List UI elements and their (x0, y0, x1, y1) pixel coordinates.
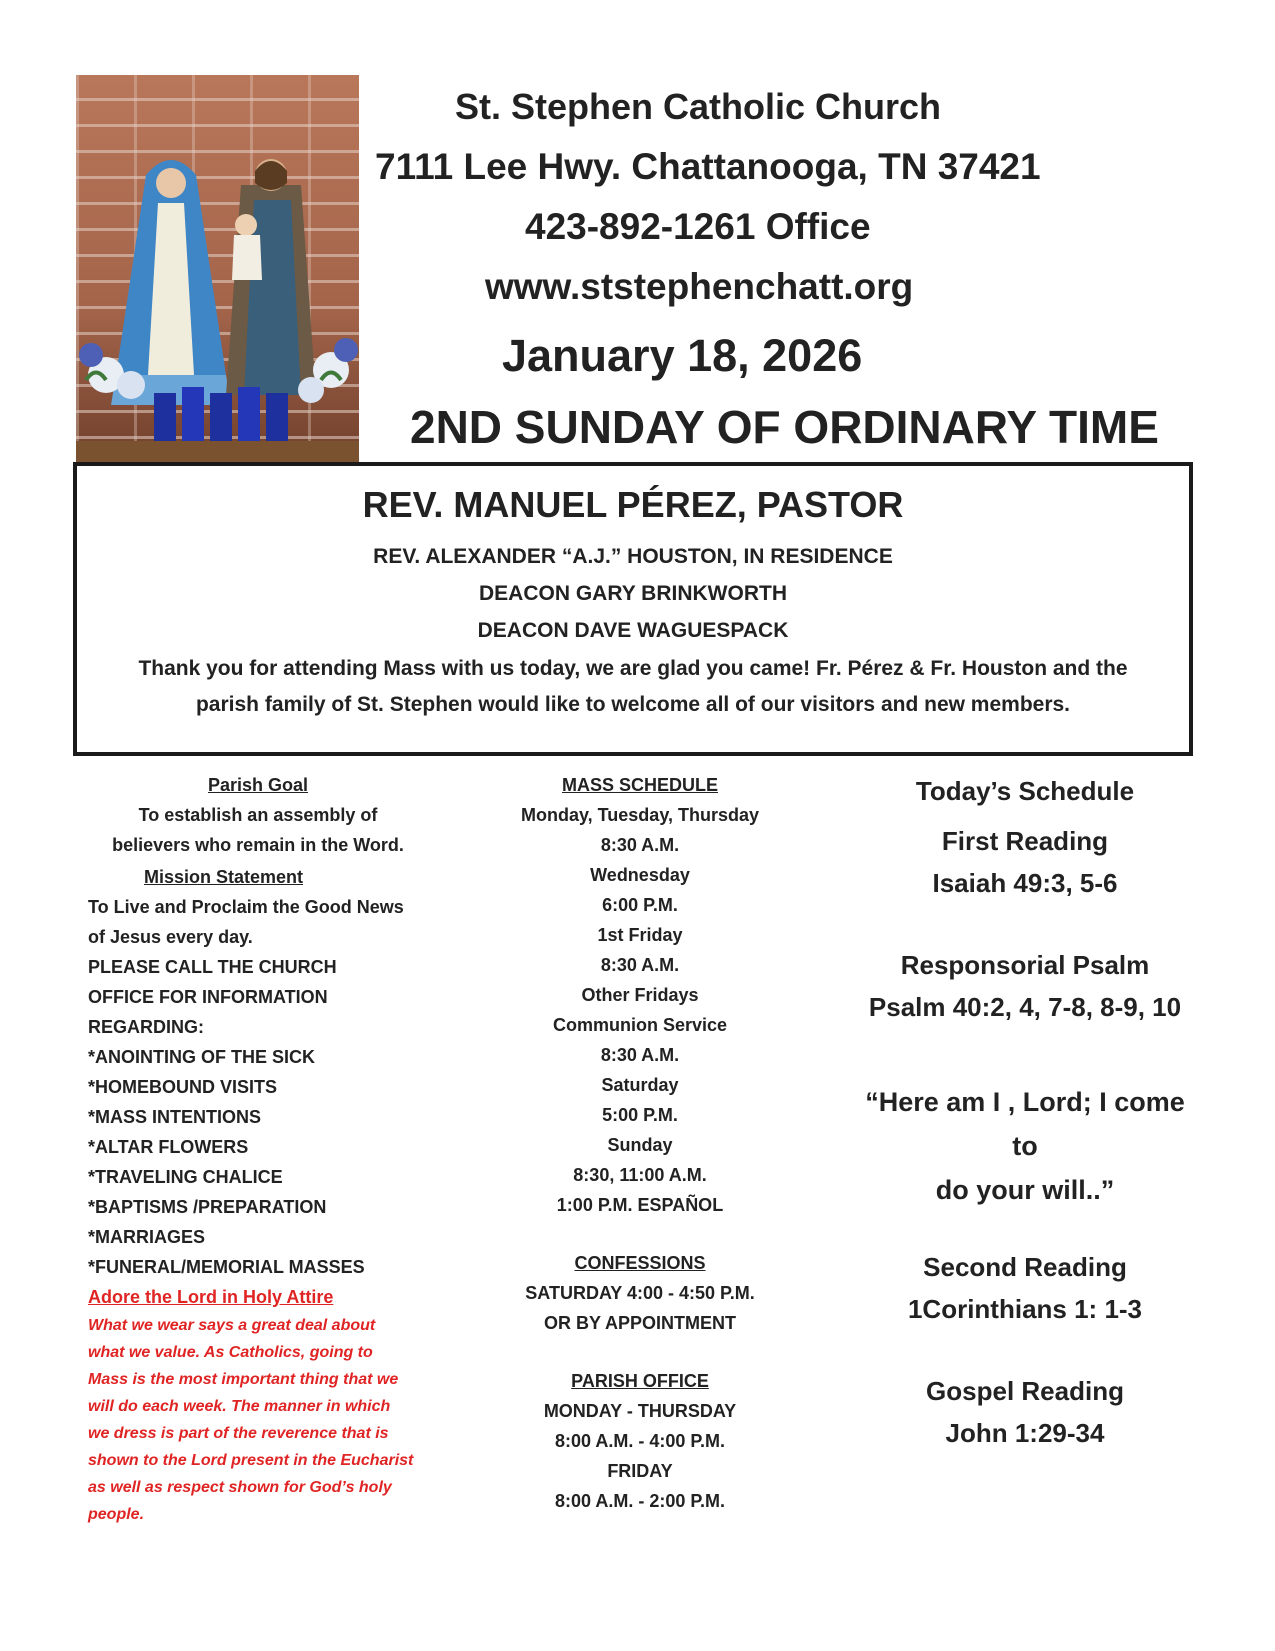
office-hours-line: 8:00 A.M. - 4:00 P.M. (554, 1431, 726, 1451)
service-item: *FUNERAL/MEMORIAL MASSES (88, 1257, 365, 1277)
mass-schedule-line: 8:30 A.M. (600, 955, 680, 975)
service-item: *HOMEBOUND VISITS (88, 1077, 278, 1097)
holy-attire-line: What we wear says a great deal about (88, 1317, 376, 1334)
office-phone: 423-892-1261 Office (525, 206, 871, 247)
todays-schedule-heading: Today’s Schedule (915, 776, 1135, 806)
mass-schedule-line: Monday, Tuesday, Thursday (520, 805, 760, 825)
mission-statement-heading: Mission Statement (144, 867, 304, 887)
gospel-ref: John 1:29-34 (945, 1418, 1105, 1448)
parish-info-column (88, 770, 428, 1528)
service-item: *ANOINTING OF THE SICK (88, 1047, 316, 1067)
mass-schedule-line: 1st Friday (597, 925, 683, 945)
priest-in-residence: REV. ALEXANDER “A.J.” HOUSTON, IN RESIDENCE (373, 545, 893, 568)
readings-column (850, 770, 1200, 1454)
holy-attire-heading: Adore the Lord in Holy Attire (88, 1287, 334, 1307)
parish-goal-heading: Parish Goal (207, 775, 309, 795)
first-reading-label: First Reading (941, 826, 1109, 856)
holy-attire-line: we dress is part of the reverence that is (88, 1425, 389, 1442)
confessions-note: OR BY APPOINTMENT (543, 1313, 736, 1333)
liturgical-day-title: 2ND SUNDAY OF ORDINARY TIME (410, 401, 1159, 453)
mass-schedule-heading: MASS SCHEDULE (561, 775, 718, 795)
mass-schedule-line: 8:30, 11:00 A.M. (573, 1165, 707, 1185)
mass-schedule-line: 8:30 A.M. (600, 1045, 680, 1065)
church-address: 7111 Lee Hwy. Chattanooga, TN 37421 (375, 146, 1041, 187)
confessions-time: SATURDAY 4:00 - 4:50 P.M. (525, 1283, 755, 1303)
mass-schedule-line: 5:00 P.M. (602, 1105, 678, 1125)
website-link[interactable]: www.ststephenchatt.org (485, 266, 914, 307)
service-item: *TRAVELING CHALICE (88, 1167, 283, 1187)
mass-schedule-line: Communion Service (552, 1015, 728, 1035)
mission-line: of Jesus every day. (88, 927, 253, 947)
mass-schedule-line: 1:00 P.M. ESPAÑOL (556, 1195, 724, 1215)
parish-goal-line: believers who remain in the Word. (112, 835, 404, 855)
holy-attire-line: shown to the Lord present in the Eucharist (88, 1452, 414, 1469)
confessions-heading: CONFESSIONS (574, 1253, 706, 1273)
call-office-line: OFFICE FOR INFORMATION (88, 987, 328, 1007)
office-hours-line: MONDAY - THURSDAY (543, 1401, 737, 1421)
mass-schedule-column (500, 770, 780, 1516)
mass-schedule-line: Other Fridays (581, 985, 699, 1005)
mass-schedule-line: 8:30 A.M. (600, 835, 680, 855)
statues-photo (76, 75, 359, 465)
mission-line: To Live and Proclaim the Good News (88, 897, 404, 917)
bulletin-date: January 18, 2026 (502, 330, 863, 381)
mary-joseph-statues-image (76, 75, 359, 465)
welcome-message: Thank you for attending Mass with us today, we are glad you came! Fr. Pérez & Fr. Houston and the parish family of St. Stephen would like to welcome all of our visitors and new members. (138, 657, 1128, 716)
service-item: *MASS INTENTIONS (88, 1107, 262, 1127)
pastor-name: REV. MANUEL PÉREZ, PASTOR (362, 484, 904, 525)
holy-attire-line: Mass is the most important thing that we (88, 1371, 399, 1388)
psalm-response-quote: “Here am I , Lord; I come to (865, 1087, 1185, 1161)
call-office-line: REGARDING: (88, 1017, 204, 1037)
mass-schedule-line: 6:00 P.M. (602, 895, 678, 915)
service-item: *ALTAR FLOWERS (88, 1137, 249, 1157)
call-office-line: PLEASE CALL THE CHURCH (88, 957, 337, 977)
service-item: *MARRIAGES (88, 1227, 206, 1247)
deacon-brinkworth: DEACON GARY BRINKWORTH (479, 582, 787, 605)
mass-schedule-line: Sunday (607, 1135, 673, 1155)
church-name: St. Stephen Catholic Church (455, 86, 942, 127)
deacon-waguespack: DEACON DAVE WAGUESPACK (477, 619, 789, 642)
office-hours-line: FRIDAY (607, 1461, 673, 1481)
holy-attire-line: people. (88, 1506, 145, 1523)
second-reading-label: Second Reading (923, 1252, 1127, 1282)
mass-schedule-line: Wednesday (590, 865, 690, 885)
psalm-label: Responsorial Psalm (900, 950, 1150, 980)
holy-attire-line: what we value. As Catholics, going to (88, 1344, 373, 1361)
second-reading-ref: 1Corinthians 1: 1-3 (907, 1294, 1143, 1324)
holy-attire-line: will do each week. The manner in which (88, 1398, 391, 1415)
parish-office-heading: PARISH OFFICE (571, 1371, 709, 1391)
mass-schedule-line: Saturday (601, 1075, 679, 1095)
clergy-box (73, 462, 1193, 756)
office-hours-line: 8:00 A.M. - 2:00 P.M. (554, 1491, 726, 1511)
psalm-ref: Psalm 40:2, 4, 7-8, 8-9, 10 (868, 992, 1182, 1022)
holy-attire-line: as well as respect shown for God’s holy (88, 1479, 392, 1496)
psalm-response-quote: do your will..” (935, 1175, 1115, 1205)
service-item: *BAPTISMS /PREPARATION (88, 1197, 327, 1217)
parish-goal-line: To establish an assembly of (138, 805, 378, 825)
first-reading-ref: Isaiah 49:3, 5-6 (932, 868, 1118, 898)
gospel-label: Gospel Reading (926, 1376, 1124, 1406)
